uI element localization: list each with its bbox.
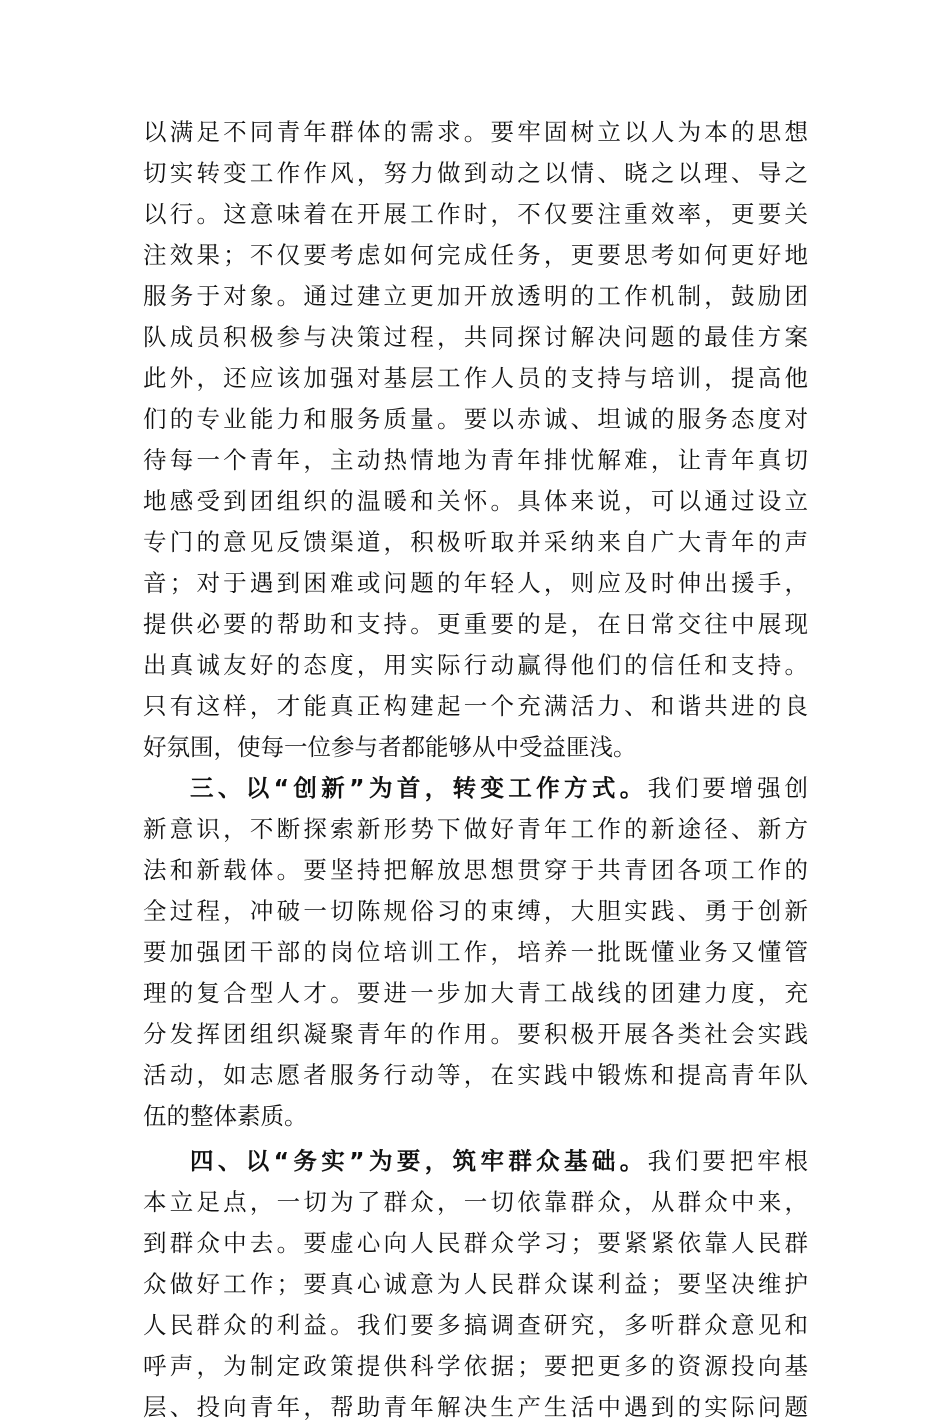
text-line: 切实转变工作作风，努力做到动之以情、晓之以理、导之	[143, 159, 808, 187]
text-line: 伍的整体素质。	[143, 1102, 308, 1130]
text-line: 理的复合型人才。要进一步加大青工战线的团建力度，充	[143, 979, 808, 1007]
text-line: 服务于对象。通过建立更加开放透明的工作机制，鼓励团	[143, 282, 808, 310]
text-line: 队成员积极参与决策过程，共同探讨解决问题的最佳方案	[143, 323, 808, 351]
text-line: 全过程，冲破一切陈规俗习的束缚，大胆实践、勇于创新	[143, 897, 808, 925]
section-heading-line	[143, 1141, 808, 1182]
section-heading: 四、以“务实”为要，筑牢群众基础。	[190, 1147, 648, 1175]
text-line: 人民群众的利益。我们要多搞调查研究，多听群众意见和	[143, 1311, 808, 1339]
text-line: 以满足不同青年群体的需求。要牢固树立以人为本的思想	[143, 118, 808, 146]
section-4	[143, 1141, 808, 1428]
text-line: 到群众中去。要虚心向人民群众学习；要紧紧依靠人民群	[143, 1229, 808, 1257]
section-heading: 三、以“创新”为首，转变工作方式。	[190, 774, 648, 802]
text-run: 我们要把牢根	[647, 1147, 808, 1175]
text-run: 我们要增强创	[647, 774, 808, 802]
document-page	[143, 112, 808, 1428]
section-heading-line	[143, 768, 808, 809]
text-line: 好氛围，使每一位参与者都能够从中受益匪浅。	[143, 733, 637, 761]
section-3	[143, 768, 808, 1137]
text-line: 本立足点，一切为了群众，一切依靠群众，从群众中来，	[143, 1188, 808, 1216]
text-line: 层、投向青年，帮助青年解决生产生活中遇到的实际问题	[143, 1393, 808, 1421]
text-line: 新意识，不断探索新形势下做好青年工作的新途径、新方	[143, 815, 808, 843]
text-line: 们的专业能力和服务质量。要以赤诚、坦诚的服务态度对	[143, 405, 808, 433]
text-line: 众做好工作；要真心诚意为人民群众谋利益；要坚决维护	[143, 1270, 808, 1298]
text-line: 要加强团干部的岗位培训工作，培养一批既懂业务又懂管	[143, 938, 808, 966]
text-line: 注效果；不仅要考虑如何完成任务，更要思考如何更好地	[143, 241, 808, 269]
paragraph-1	[143, 112, 808, 768]
text-line: 活动，如志愿者服务行动等，在实践中锻炼和提高青年队	[143, 1061, 808, 1089]
text-line: 此外，还应该加强对基层工作人员的支持与培训，提高他	[143, 364, 808, 392]
text-line: 分发挥团组织凝聚青年的作用。要积极开展各类社会实践	[143, 1020, 808, 1048]
text-line: 地感受到团组织的温暖和关怀。具体来说，可以通过设立	[143, 487, 808, 515]
text-line: 出真诚友好的态度，用实际行动赢得他们的信任和支持。	[143, 651, 808, 679]
text-line: 法和新载体。要坚持把解放思想贯穿于共青团各项工作的	[143, 856, 808, 884]
text-line: 专门的意见反馈渠道，积极听取并采纳来自广大青年的声	[143, 528, 808, 556]
text-line: 待每一个青年，主动热情地为青年排忧解难，让青年真切	[143, 446, 808, 474]
text-line: 呼声，为制定政策提供科学依据；要把更多的资源投向基	[143, 1352, 808, 1380]
text-line: 只有这样，才能真正构建起一个充满活力、和谐共进的良	[143, 692, 808, 720]
text-line: 音；对于遇到困难或问题的年轻人，则应及时伸出援手，	[143, 569, 808, 597]
text-line: 以行。这意味着在开展工作时，不仅要注重效率，更要关	[143, 200, 808, 228]
text-line: 提供必要的帮助和支持。更重要的是，在日常交往中展现	[143, 610, 808, 638]
